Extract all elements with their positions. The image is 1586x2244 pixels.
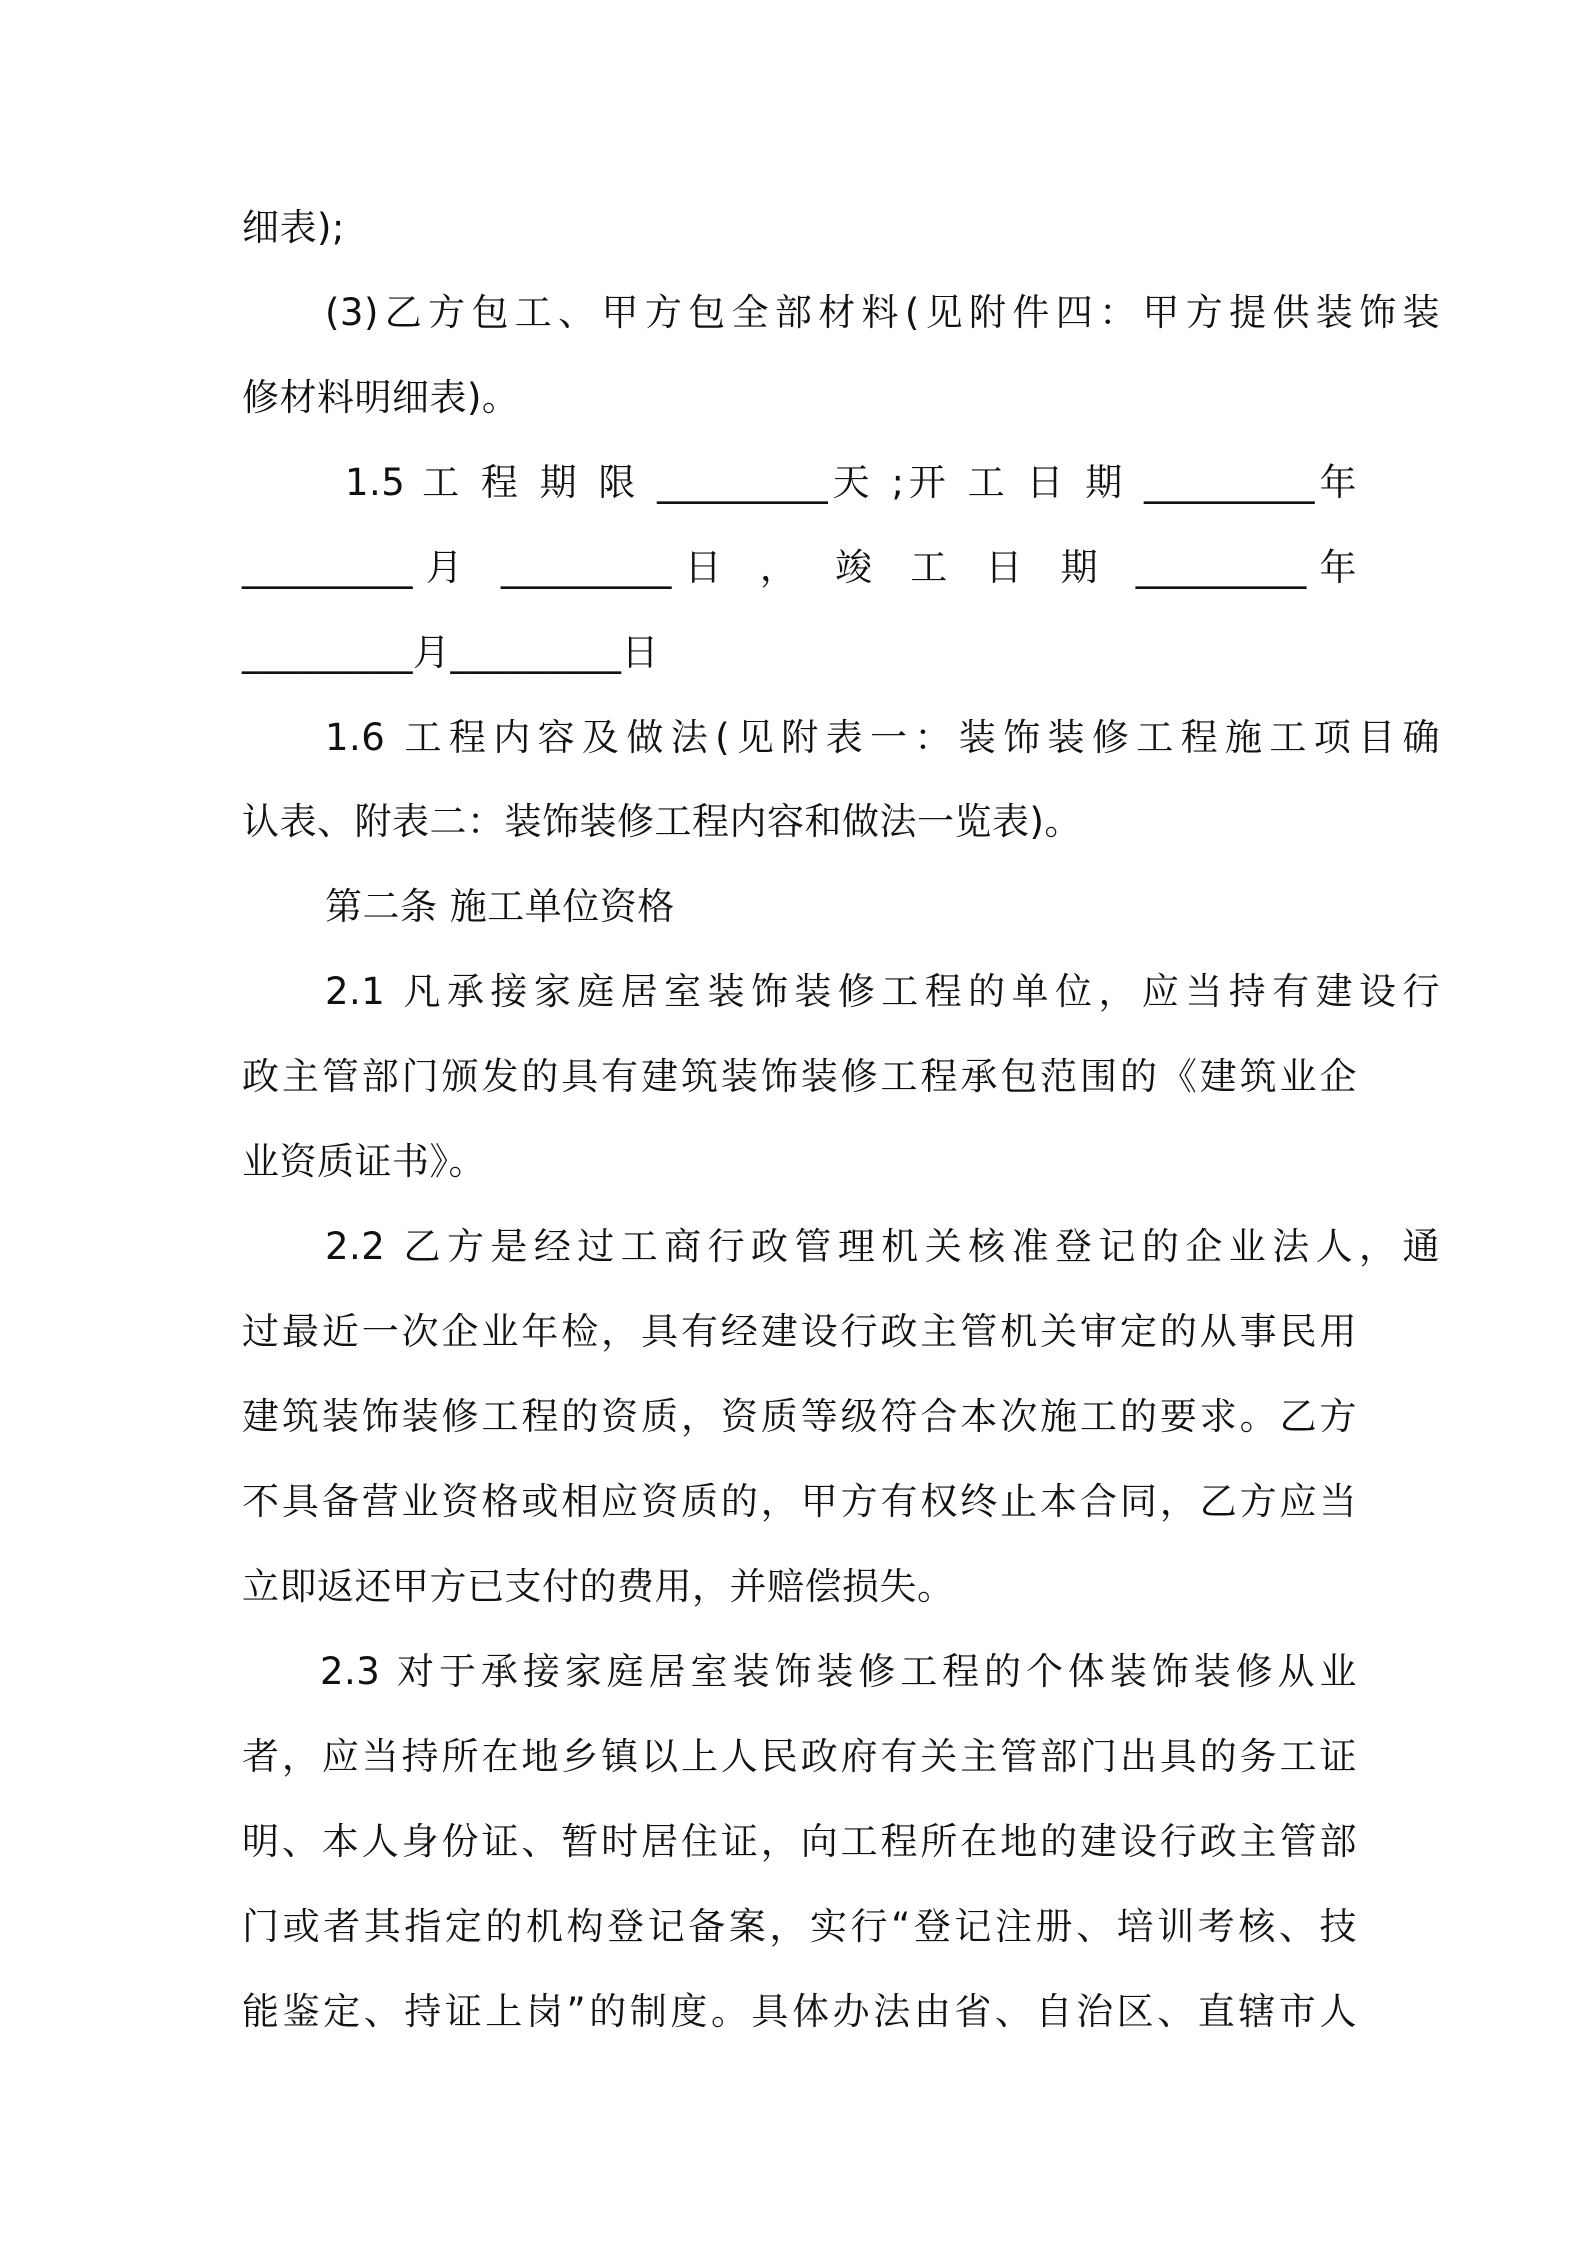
clause-2-2-line: 2.2 乙方是经过工商行政管理机关核准登记的企业法人，通 [325,1225,1440,1268]
date-fill-line: _________月 _________日 ， 竣 工 日 期 _________年 [242,546,1357,589]
clause-1-6-line: 1.6 工程内容及做法(见附表一：装饰装修工程施工项目确 [325,716,1440,759]
text-line: 门或者其指定的机构登记备案，实行“登记注册、培训考核、技 [242,1905,1357,1948]
clause-2-1-line: 2.1 凡承接家庭居室装饰装修工程的单位，应当持有建设行 [325,970,1440,1013]
text-line: 不具备营业资格或相应资质的，甲方有权终止本合同，乙方应当 [242,1480,1357,1523]
date-fill-line: _________月_________日 [242,631,659,674]
clause-3-line: (3)乙方包工、甲方包全部材料(见附件四：甲方提供装饰装 [325,291,1440,334]
text-line: 明、本人身份证、暂时居住证，向工程所在地的建设行政主管部 [242,1820,1357,1863]
text-line: 修材料明细表)。 [242,376,520,419]
article-heading: 第二条 施工单位资格 [325,885,675,928]
text-line: 过最近一次企业年检，具有经建设行政主管机关审定的从事民用 [242,1310,1357,1353]
text-line: 政主管部门颁发的具有建筑装饰装修工程承包范围的《建筑业企 [242,1055,1357,1098]
text-line: 能鉴定、持证上岗”的制度。具体办法由省、自治区、直辖市人 [242,1990,1357,2033]
clause-1-5-line: 1.5 工 程 期 限 _________天 ;开 工 日 期 _________年 [345,461,1357,504]
text-line: 建筑装饰装修工程的资质，资质等级符合本次施工的要求。乙方 [242,1395,1357,1438]
clause-2-3-line: 2.3 对于承接家庭居室装饰装修工程的个体装饰装修从业 [320,1650,1357,1693]
text-line: 细表); [242,206,345,249]
text-line: 认表、附表二：装饰装修工程内容和做法一览表)。 [242,800,1082,843]
text-line: 者，应当持所在地乡镇以上人民政府有关主管部门出具的务工证 [242,1735,1357,1778]
text-line: 立即返还甲方已支付的费用，并赔偿损失。 [242,1565,955,1608]
text-line: 业资质证书》。 [242,1140,486,1183]
